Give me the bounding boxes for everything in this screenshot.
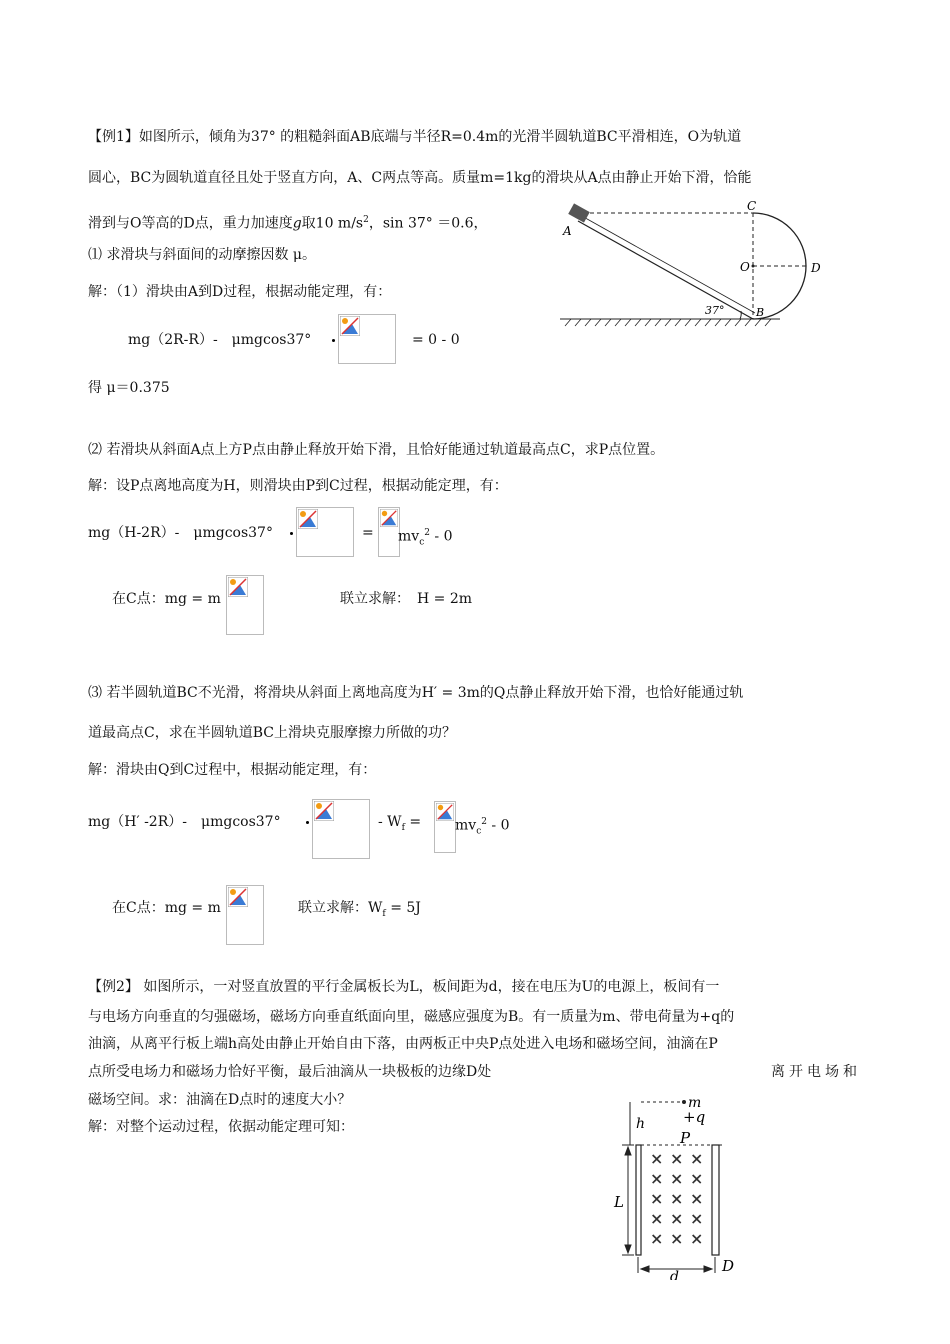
ex1-solution1-intro: 解：（1）滑块由A到D过程，根据动能定理，有： (88, 284, 392, 300)
multiply-dot (332, 339, 335, 342)
parallel-plates-figure (608, 1095, 748, 1280)
ex2-solution-intro: 解：对整个运动过程，依据动能定理可知： (88, 1119, 354, 1135)
svg-text:×: × (650, 1229, 664, 1248)
ex1-line2: 圆心，BC为圆轨道直径且处于竖直方向，A、C两点等高。质量m=1kg的滑块从A点由静止开始下滑，恰能 (88, 170, 752, 186)
ex1-eq3-left: mg（H′ -2R）- μmgcos37° (88, 814, 281, 830)
svg-text:h: h (636, 1116, 646, 1132)
missing-image-icon (312, 799, 370, 859)
svg-text:L: L (614, 1193, 624, 1211)
svg-text:D: D (722, 1257, 735, 1275)
incline-semicircle-figure (560, 198, 860, 333)
multiply-dot (306, 821, 309, 824)
ex2-line3: 油滴，从离平行板上端h高处由静止开始自由下落，由两板正中央P点处进入电场和磁场空间，油滴在P (88, 1036, 718, 1052)
svg-text:A: A (563, 224, 572, 238)
ex2-line1: 【例2】 如图所示，一对竖直放置的平行金属板长为L，板间距为d，接在电压为U的电源上，板间有一 (88, 979, 720, 995)
svg-text:B: B (756, 306, 765, 319)
svg-text:P: P (680, 1129, 691, 1147)
missing-image-icon (338, 314, 396, 364)
ex2-line5: 磁场空间。求：油滴在D点时的速度大小？ (88, 1092, 352, 1108)
ex1-eq2-left: mg（H-2R）- μmgcos37° (88, 525, 273, 541)
svg-text:×: × (690, 1189, 704, 1208)
ex1-solution2-intro: 解：设P点离地高度为H，则滑块由P到C过程，根据动能定理，有： (88, 478, 508, 494)
missing-image-icon (378, 507, 400, 557)
svg-text:×: × (690, 1149, 704, 1168)
ex1-eq1-left: mg（2R-R）- μmgcos37° (128, 332, 312, 348)
svg-text:D: D (811, 261, 821, 275)
svg-text:+q: +q (683, 1108, 706, 1126)
svg-text:d: d (670, 1269, 679, 1280)
ex1-result2: 联立求解： H = 2m (340, 591, 473, 607)
svg-text:×: × (650, 1169, 664, 1188)
missing-image-icon (434, 801, 456, 853)
svg-text:m: m (688, 1095, 702, 1111)
ex1-question2: ⑵ 若滑块从斜面A点上方P点由静止释放开始下滑，且恰好能通过轨道最高点C，求P点位置。 (88, 442, 665, 458)
ex1-eq1-right: = 0 - 0 (412, 332, 460, 348)
ex1-eq2-c-point: 在C点：mg = m (112, 591, 221, 607)
ex2-line4: 点所受电场力和磁场力恰好平衡，最后油滴从一块极板的边缘D处 (88, 1064, 492, 1080)
ex1-line3: 滑到与O等高的D点，重力加速度g取10 $m/s^2$，sin 37° ＝0.6， (88, 215, 488, 232)
missing-image-icon (226, 575, 264, 635)
ex1-result3: 联立求解：$W_f = 5J$ (298, 900, 421, 919)
ex1-line1: 【例1】如图所示，倾角为37° 的粗糙斜面AB底端与半径R=0.4m的光滑半圆轨道BC平滑相连，O为轨道 (88, 129, 742, 145)
svg-text:O: O (740, 260, 750, 274)
ex1-eq3-wf: - $W_f$ = (378, 814, 422, 833)
ex1-eq3-c-point: 在C点：mg = m (112, 900, 221, 916)
ex1-solution3-intro: 解：滑块由Q到C过程中，根据动能定理，有： (88, 762, 377, 778)
svg-text:37°: 37° (705, 304, 725, 317)
ex1-result1: 得 μ＝0.375 (88, 380, 170, 396)
missing-image-icon (296, 507, 354, 557)
ex2-line2: 与电场方向垂直的匀强磁场，磁场方向垂直纸面向里，磁感应强度为B。有一质量为m、带电荷量为+q的 (88, 1009, 735, 1025)
svg-text:×: × (650, 1149, 664, 1168)
svg-text:×: × (670, 1189, 684, 1208)
svg-text:×: × (670, 1229, 684, 1248)
ex2-line4-end: 离开电场和 (771, 1064, 861, 1080)
svg-text:×: × (690, 1209, 704, 1228)
ex1-question1: ⑴ 求滑块与斜面间的动摩擦因数 μ。 (88, 247, 316, 263)
svg-text:C: C (747, 199, 757, 213)
ex1-eq2-right: $mv_c^2 - 0$ (398, 528, 453, 548)
ex1-eq2-equals: = (362, 525, 374, 541)
svg-text:×: × (650, 1189, 664, 1208)
svg-text:×: × (670, 1169, 684, 1188)
svg-text:×: × (650, 1209, 664, 1228)
ex1-question3-line1: ⑶ 若半圆轨道BC不光滑，将滑块从斜面上离地高度为H′ = 3m的Q点静止释放开始下滑，也恰好能通过轨 (88, 685, 744, 701)
missing-image-icon (226, 885, 264, 945)
ex1-eq3-right: $mv_c^2 - 0$ (455, 817, 510, 837)
svg-text:×: × (690, 1229, 704, 1248)
svg-text:×: × (670, 1149, 684, 1168)
ex1-question3-line2: 道最高点C，求在半圆轨道BC上滑块克服摩擦力所做的功？ (88, 725, 456, 741)
multiply-dot (290, 532, 293, 535)
svg-text:×: × (670, 1209, 684, 1228)
svg-text:×: × (690, 1169, 704, 1188)
